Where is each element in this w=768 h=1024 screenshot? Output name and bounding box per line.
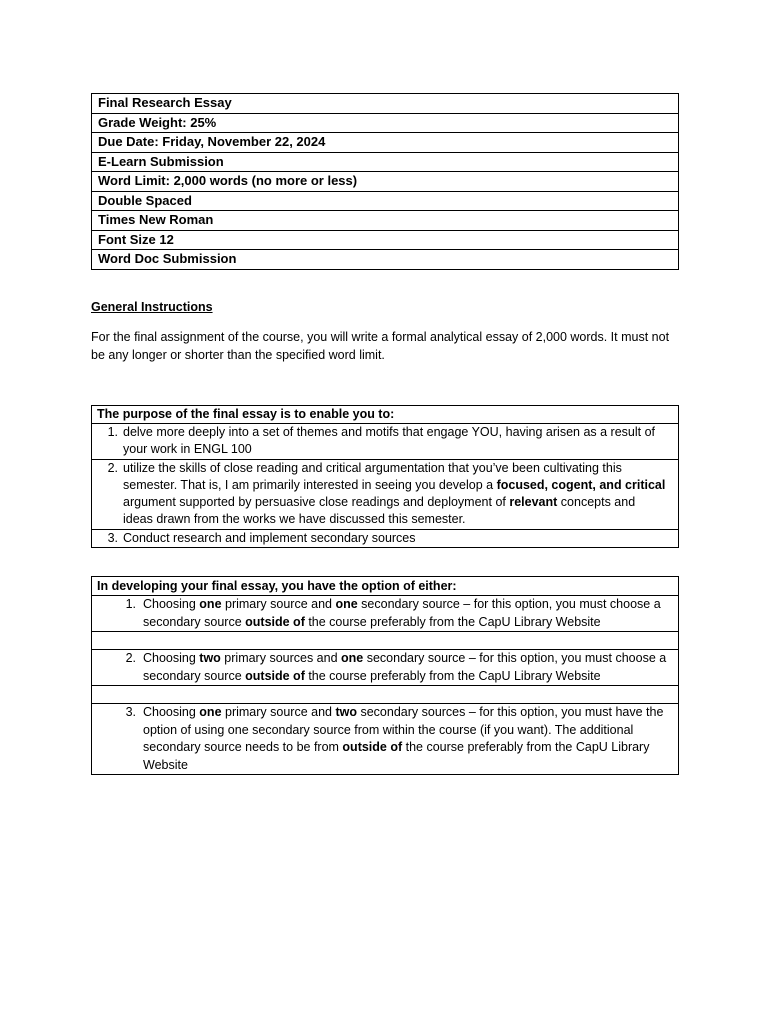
option-item (92, 596, 679, 632)
purpose-item-number: 1. (107, 425, 118, 439)
option-item-number: 2. (125, 651, 136, 665)
option-item-text: Choosing one primary source and one secondary source – for this option, you must choose a secondary source outside of the course preferably from the CapU Library Website (143, 597, 661, 629)
option-item-number: 1. (125, 597, 136, 611)
option-spacer-cell (92, 632, 679, 650)
option-item-text: Choosing one primary source and two secondary sources – for this option, you must have the option of using one secondary source from within the course (if you want). The additional secondary source needs to be from outside of the course preferably from the CapU Library Website (143, 705, 664, 772)
option-item-text: Choosing two primary sources and one secondary source – for this option, you must choose a secondary source outside of the course preferably from the CapU Library Website (143, 651, 667, 683)
purpose-item-text: utilize the skills of close reading and critical argumentation that you’ve been cultivating this semester. That is, I am primarily interested in seeing you develop a focused, cogent, and critical argument supported by persuasive close readings and deployment of relevant concepts and ideas drawn from the works we have discussed this semester. (123, 460, 666, 527)
summary-submission-method: E-Learn Submission (92, 152, 679, 172)
summary-row (92, 230, 679, 250)
summary-row (92, 172, 679, 192)
general-instructions-paragraph: For the final assignment of the course, you will write a formal analytical essay of 2,000 words. It must not be any longer or shorter than the specified word limit. (91, 330, 670, 362)
summary-row (92, 113, 679, 133)
option-spacer-cell (92, 686, 679, 704)
option-item (92, 650, 679, 686)
options-table-header: In developing your final essay, you have the option of either: (92, 577, 679, 596)
summary-grade-weight: Grade Weight: 25% (92, 113, 679, 133)
option-item-number: 3. (125, 705, 136, 719)
summary-row (92, 191, 679, 211)
summary-font: Times New Roman (92, 211, 679, 231)
purpose-table (91, 405, 679, 548)
summary-file-format: Word Doc Submission (92, 250, 679, 270)
summary-row (92, 250, 679, 270)
purpose-item-text: Conduct research and implement secondary sources (123, 530, 416, 545)
purpose-item (92, 424, 679, 460)
purpose-item (92, 529, 679, 547)
option-item (92, 704, 679, 775)
summary-font-size: Font Size 12 (92, 230, 679, 250)
purpose-item (92, 459, 679, 529)
options-table (91, 576, 679, 775)
purpose-item-text: delve more deeply into a set of themes and motifs that engage YOU, having arisen as a result of your work in ENGL 100 (123, 425, 656, 457)
option-spacer-row (92, 686, 679, 704)
summary-spacing: Double Spaced (92, 191, 679, 211)
assignment-summary-table (91, 93, 679, 270)
summary-row (92, 133, 679, 153)
summary-due-date: Due Date: Friday, November 22, 2024 (92, 133, 679, 153)
purpose-item-number: 2. (107, 460, 118, 475)
option-spacer-row (92, 632, 679, 650)
general-instructions-heading: General Instructions (91, 300, 213, 314)
summary-row (92, 94, 679, 114)
summary-row (92, 152, 679, 172)
summary-row (92, 211, 679, 231)
summary-word-limit: Word Limit: 2,000 words (no more or less) (92, 172, 679, 192)
summary-title: Final Research Essay (92, 94, 679, 114)
purpose-item-number: 3. (107, 530, 118, 545)
purpose-table-header: The purpose of the final essay is to enable you to: (92, 406, 679, 424)
